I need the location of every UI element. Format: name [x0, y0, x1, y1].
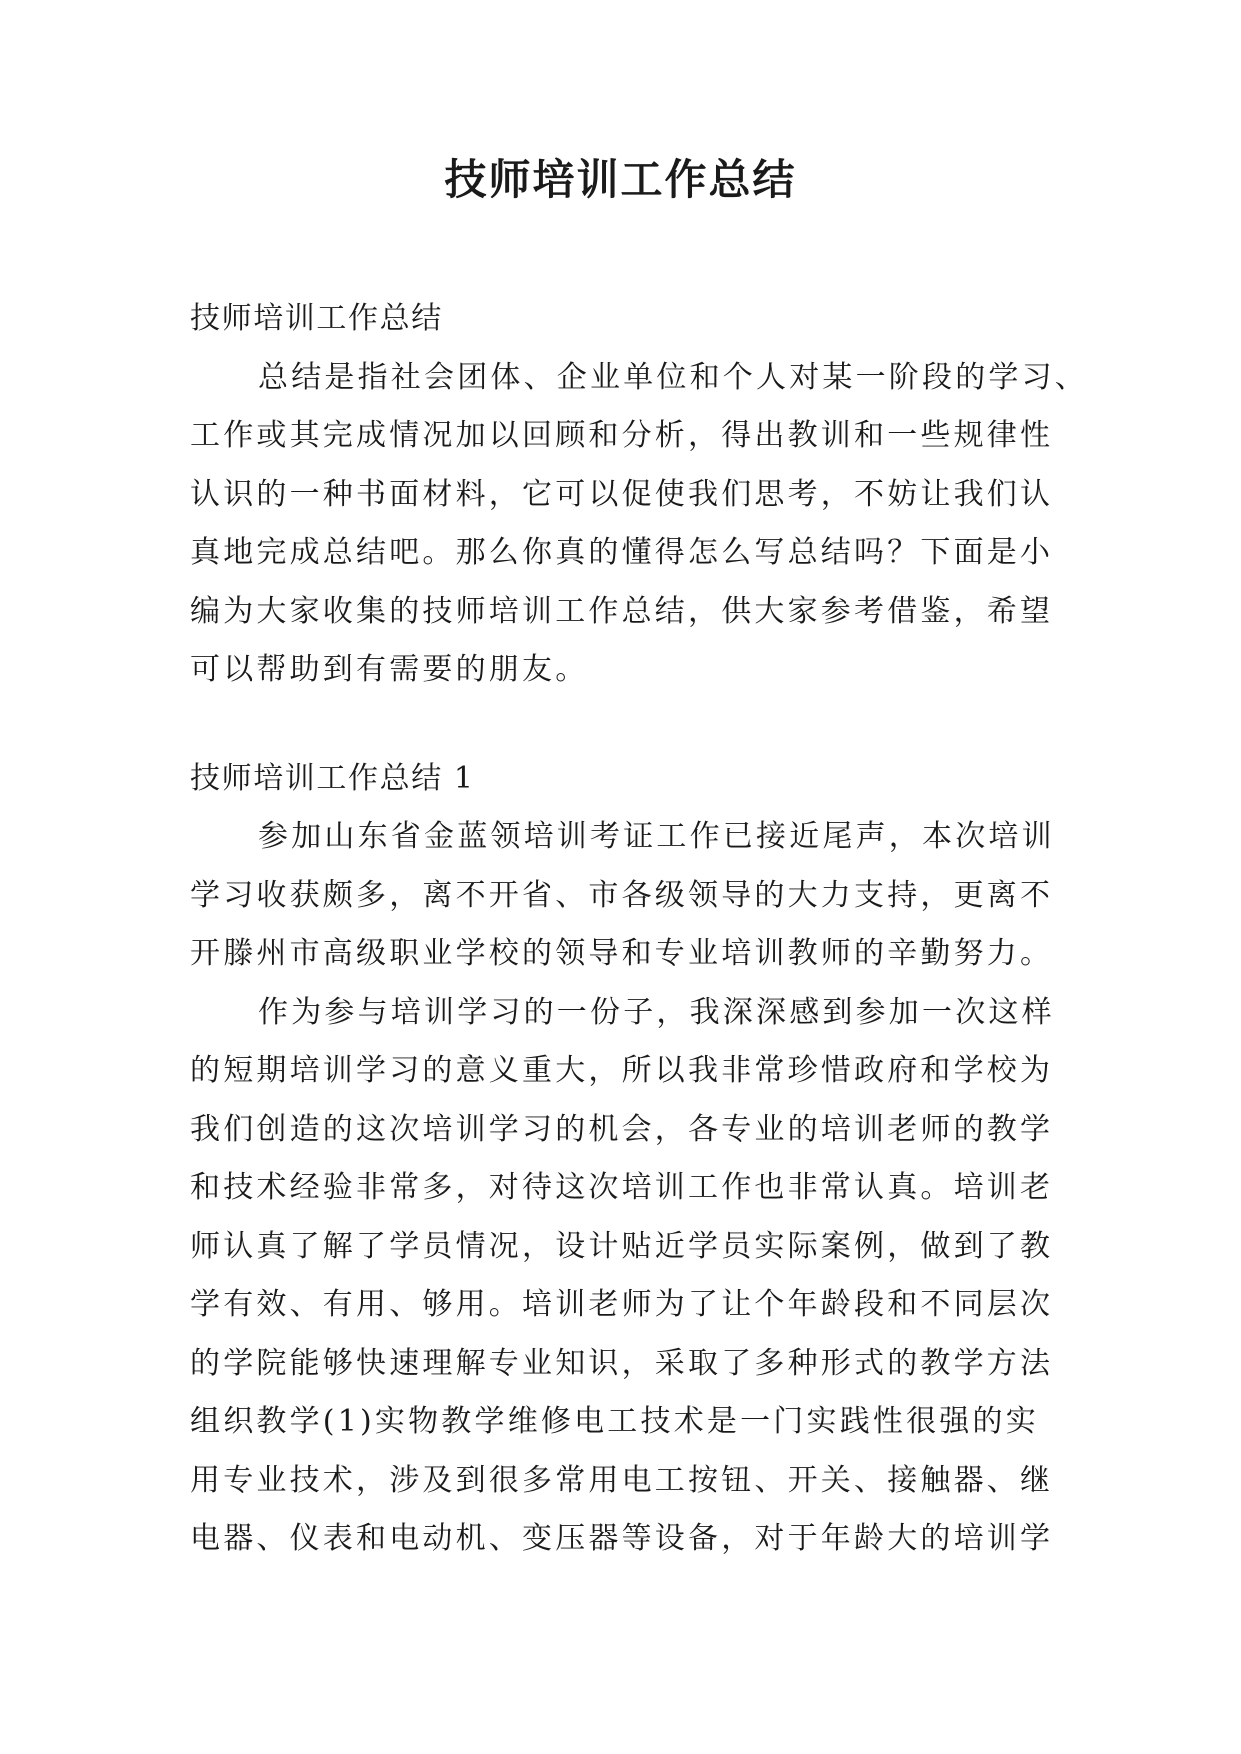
paragraph-line: 认识的一种书面材料，它可以促使我们思考，不妨让我们认 [190, 476, 1054, 512]
paragraph-line: 的学院能够快速理解专业知识，采取了多种形式的教学方法 [190, 1345, 1054, 1381]
paragraph-line: 和技术经验非常多，对待这次培训工作也非常认真。培训老 [190, 1170, 1054, 1205]
section-heading: 技师培训工作总结 1 [190, 760, 475, 796]
paragraph-line: 参加山东省金蓝领培训考证工作已接近尾声，本次培训 [258, 819, 1055, 854]
paragraph-line: 用专业技术，涉及到很多常用电工按钮、开关、接触器、继 [190, 1462, 1054, 1498]
paragraph-line: 真地完成总结吧。那么你真的懂得怎么写总结吗？下面是小 [190, 535, 1054, 570]
paragraph-line: 的短期培训学习的意义重大，所以我非常珍惜政府和学校为 [190, 1053, 1054, 1088]
section1-paragraph-1 [190, 808, 1060, 984]
paragraph-line: 编为大家收集的技师培训工作总结，供大家参考借鉴，希望 [190, 593, 1054, 629]
paragraph-line: 学习收获颇多，离不开省、市各级领导的大力支持，更离不 [190, 877, 1054, 913]
paragraph-line: 开滕州市高级职业学校的领导和专业培训教师的辛勤努力。 [190, 936, 1054, 971]
paragraph-line: 总结是指社会团体、企业单位和个人对某一阶段的学习、 [258, 359, 1088, 395]
intro-heading: 技师培训工作总结 [190, 301, 443, 336]
document-body [190, 290, 1088, 1569]
paragraph-line: 电器、仪表和电动机、变压器等设备，对于年龄大的培训学 [190, 1521, 1054, 1556]
section-spacer [190, 700, 1060, 750]
paragraph-line: 组织教学(1)实物教学维修电工技术是一门实践性很强的实 [190, 1404, 1039, 1439]
paragraph-line: 学有效、有用、够用。培训老师为了让个年龄段和不同层次 [190, 1287, 1054, 1322]
section1-paragraph-2 [190, 984, 1060, 1569]
paragraph-line: 工作或其完成情况加以回顾和分析，得出教训和一些规律性 [190, 418, 1054, 453]
document-title: 技师培训工作总结 [444, 155, 797, 204]
paragraph-line: 作为参与培训学习的一份子，我深深感到参加一次这样 [258, 994, 1055, 1030]
intro-paragraph [190, 349, 1088, 700]
paragraph-line: 我们创造的这次培训学习的机会，各专业的培训老师的教学 [190, 1111, 1054, 1147]
paragraph-line: 师认真了解了学员情况，设计贴近学员实际案例，做到了教 [190, 1228, 1054, 1264]
paragraph-line: 可以帮助到有需要的朋友。 [190, 652, 589, 687]
